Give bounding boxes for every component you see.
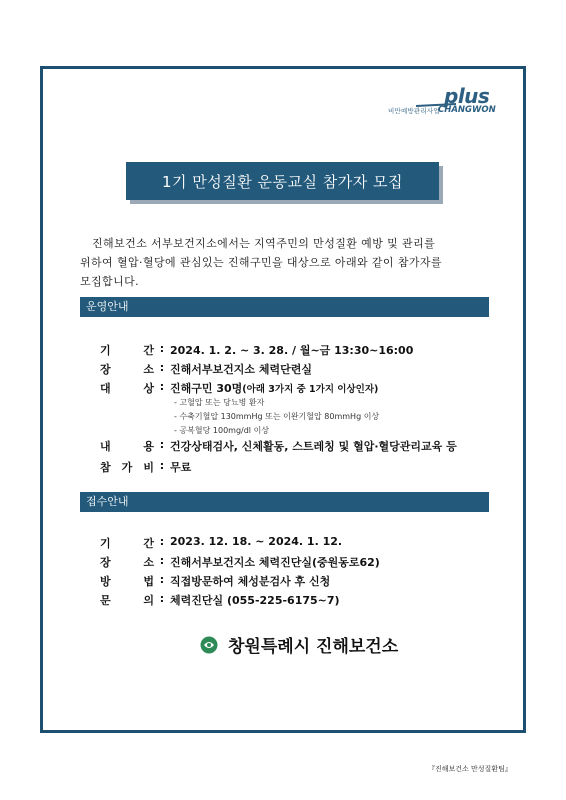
row-label: 장 소 <box>100 556 154 569</box>
intro-paragraph <box>80 234 490 291</box>
row-label: 장 소 <box>100 363 154 376</box>
operation-target-value: 진해구민 30명(아래 3가지 중 1가지 이상인자) <box>170 382 379 395</box>
application-period-value: 2023. 12. 18. ~ 2024. 1. 12. <box>170 535 343 548</box>
application-place-row: 장 소 : 진해서부보건지소 체력진단실(중원동로62) <box>100 554 380 569</box>
row-label: 참 가 비 <box>100 461 154 474</box>
operation-period-row: 기 간 : 2024. 1. 2. ~ 3. 28. / 월~금 13:30~16:00 <box>100 342 414 357</box>
criteria-item: - 고혈압 또는 당뇨병 환자 <box>174 398 265 407</box>
logo-plus: plus <box>444 84 490 108</box>
row-label: 문 의 <box>100 594 154 607</box>
operation-period-value: 2024. 1. 2. ~ 3. 28. / 월~금 13:30~16:00 <box>170 344 414 357</box>
operation-heading: 운영안내 <box>80 297 489 317</box>
criteria-item: - 공복혈당 100mg/dl 이상 <box>174 426 270 435</box>
row-label: 기 간 <box>100 344 154 357</box>
organization-name: 창원특례시 진해보건소 <box>228 637 399 657</box>
program-logo <box>388 86 506 126</box>
criteria-item: - 수축기혈압 130mmHg 또는 이완기혈압 80mmHg 이상 <box>174 412 380 421</box>
application-contact-value: 체력진단실 (055-225-6175~7) <box>170 594 340 607</box>
organization <box>200 632 398 657</box>
intro-line: 진해보건소 서부보건지소에서는 지역주민의 만성질환 예방 및 관리를 <box>92 237 436 250</box>
city-emblem-icon <box>200 636 218 654</box>
operation-place-value: 진해서부보건지소 체력단련실 <box>170 363 312 376</box>
application-method-row: 방 법 : 직접방문하여 체성분검사 후 신청 <box>100 573 331 588</box>
operation-content-value: 건강상태검사, 신체활동, 스트레칭 및 혈압·혈당관리교육 등 <box>170 440 457 453</box>
row-label: 기 간 <box>100 537 154 550</box>
application-contact-row: 문 의 : 체력진단실 (055-225-6175~7) <box>100 592 340 607</box>
application-period-row: 기 간 : 2023. 12. 18. ~ 2024. 1. 12. <box>100 535 343 550</box>
operation-fee-row: 참 가 비 : 무료 <box>100 459 192 474</box>
application-heading: 접수안내 <box>80 492 489 512</box>
operation-target-row: 대 상 : 진해구민 30명(아래 3가지 중 1가지 이상인자) <box>100 380 379 395</box>
application-method-value: 직접방문하여 체성분검사 후 신청 <box>170 575 331 588</box>
footer-team: 『진해보건소 만성질환팀』 <box>428 765 512 773</box>
page-title: 1기 만성질환 운동교실 참가자 모집 <box>126 162 439 200</box>
row-label: 대 상 <box>100 382 154 395</box>
operation-content-row: 내 용 : 건강상태검사, 신체활동, 스트레칭 및 혈압·혈당관리교육 등 <box>100 438 457 453</box>
intro-line: 모집합니다. <box>80 275 140 288</box>
row-label: 방 법 <box>100 575 154 588</box>
target-qualifier: (아래 3가지 중 1가지 이상인자) <box>242 384 379 395</box>
logo-subtitle: 비만예방관리사업 <box>388 107 440 115</box>
logo-city: CHANGWON <box>438 105 496 115</box>
operation-place-row: 장 소 : 진해서부보건지소 체력단련실 <box>100 361 312 376</box>
application-place-value: 진해서부보건지소 체력진단실(중원동로62) <box>170 556 380 569</box>
operation-fee-value: 무료 <box>170 461 192 474</box>
row-label: 내 용 <box>100 440 154 453</box>
intro-line: 위하여 혈압·혈당에 관심있는 진해구민을 대상으로 아래와 같이 참가자를 <box>80 256 442 269</box>
